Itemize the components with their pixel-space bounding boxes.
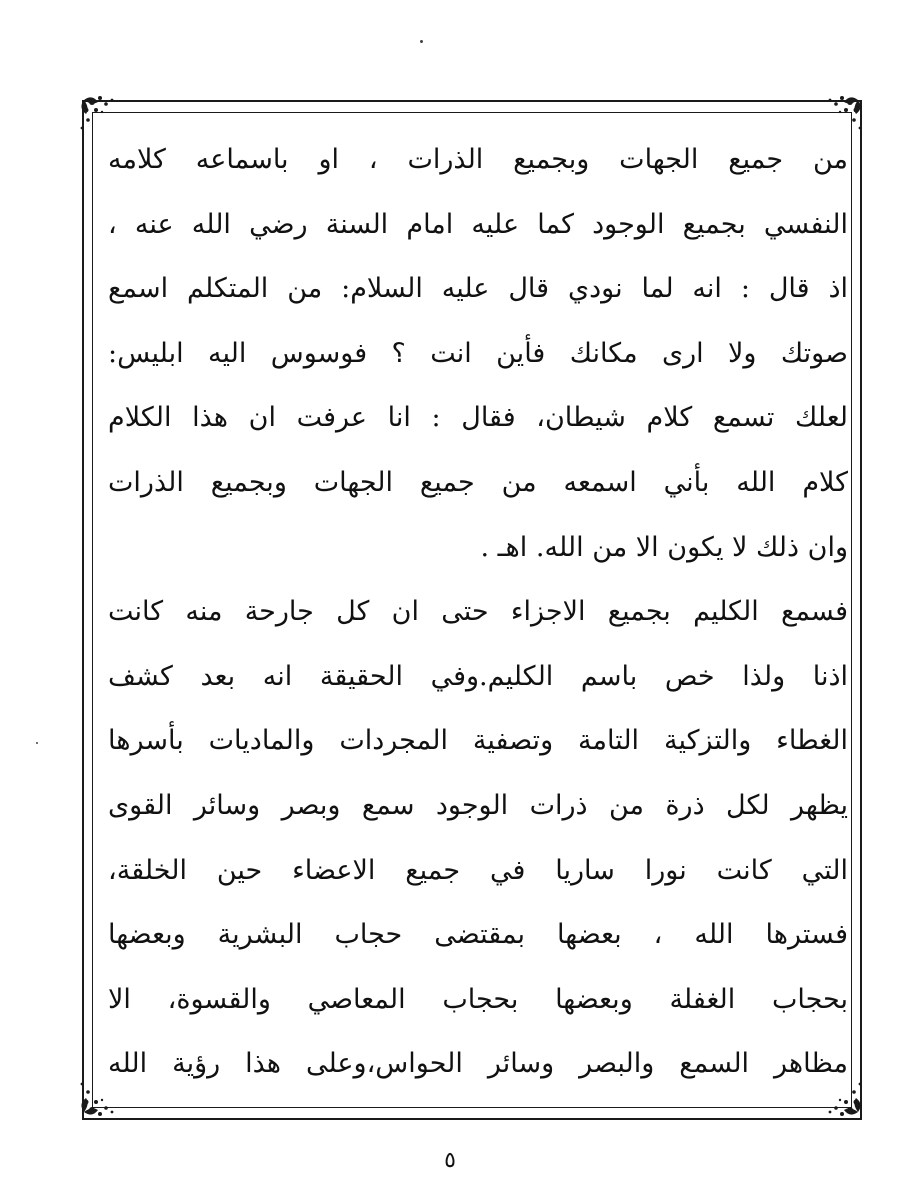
text-line: لعلك تسمع كلام شيطان، فقال : انا عرفت ان هذا الكلام bbox=[108, 402, 848, 434]
text-line: فسترها الله ، بعضها بمقتضى حجاب البشرية وبعضها bbox=[108, 919, 848, 951]
text-line: الغطاء والتزكية التامة وتصفية المجردات والماديات بأسرها bbox=[108, 725, 848, 757]
text-line: من جميع الجهات وبجميع الذرات ، او باسماعه كلامه bbox=[108, 144, 848, 175]
text-line: مظاهر السمع والبصر وسائر الحواس،وعلى هذا رؤية الله bbox=[108, 1048, 848, 1080]
text-line: فسمع الكليم بجميع الاجزاء حتى ان كل جارحة منه كانت bbox=[108, 596, 848, 628]
text-line: بحجاب الغفلة وبعضها بحجاب المعاصي والقسوة، الا bbox=[108, 983, 848, 1015]
text-line: التي كانت نورا ساريا في جميع الاعضاء حين الخلقة، bbox=[108, 854, 848, 886]
text-line: صوتك ولا ارى مكانك فأين انت ؟ فوسوس اليه ابليس: bbox=[108, 337, 848, 369]
body-text bbox=[108, 128, 848, 1097]
scan-speck bbox=[36, 742, 38, 744]
page-number: ٥ bbox=[444, 1148, 456, 1173]
text-line: النفسي بجميع الوجود كما عليه امام السنة رضي الله عنه ، bbox=[108, 208, 848, 240]
text-line: اذ قال : انه لما نودي قال عليه السلام: من المتكلم اسمع bbox=[108, 273, 848, 305]
text-line: اذنا ولذا خص باسم الكليم.وفي الحقيقة انه بعد كشف bbox=[108, 660, 848, 692]
text-line: وان ذلك لا يكون الا من الله. اهـ . bbox=[480, 531, 848, 563]
text-line: كلام الله بأني اسمعه من جميع الجهات وبجميع الذرات bbox=[108, 466, 848, 498]
text-line: يظهر لكل ذرة من ذرات الوجود سمع وبصر وسائر القوى bbox=[108, 789, 848, 821]
scan-speck bbox=[420, 40, 423, 43]
